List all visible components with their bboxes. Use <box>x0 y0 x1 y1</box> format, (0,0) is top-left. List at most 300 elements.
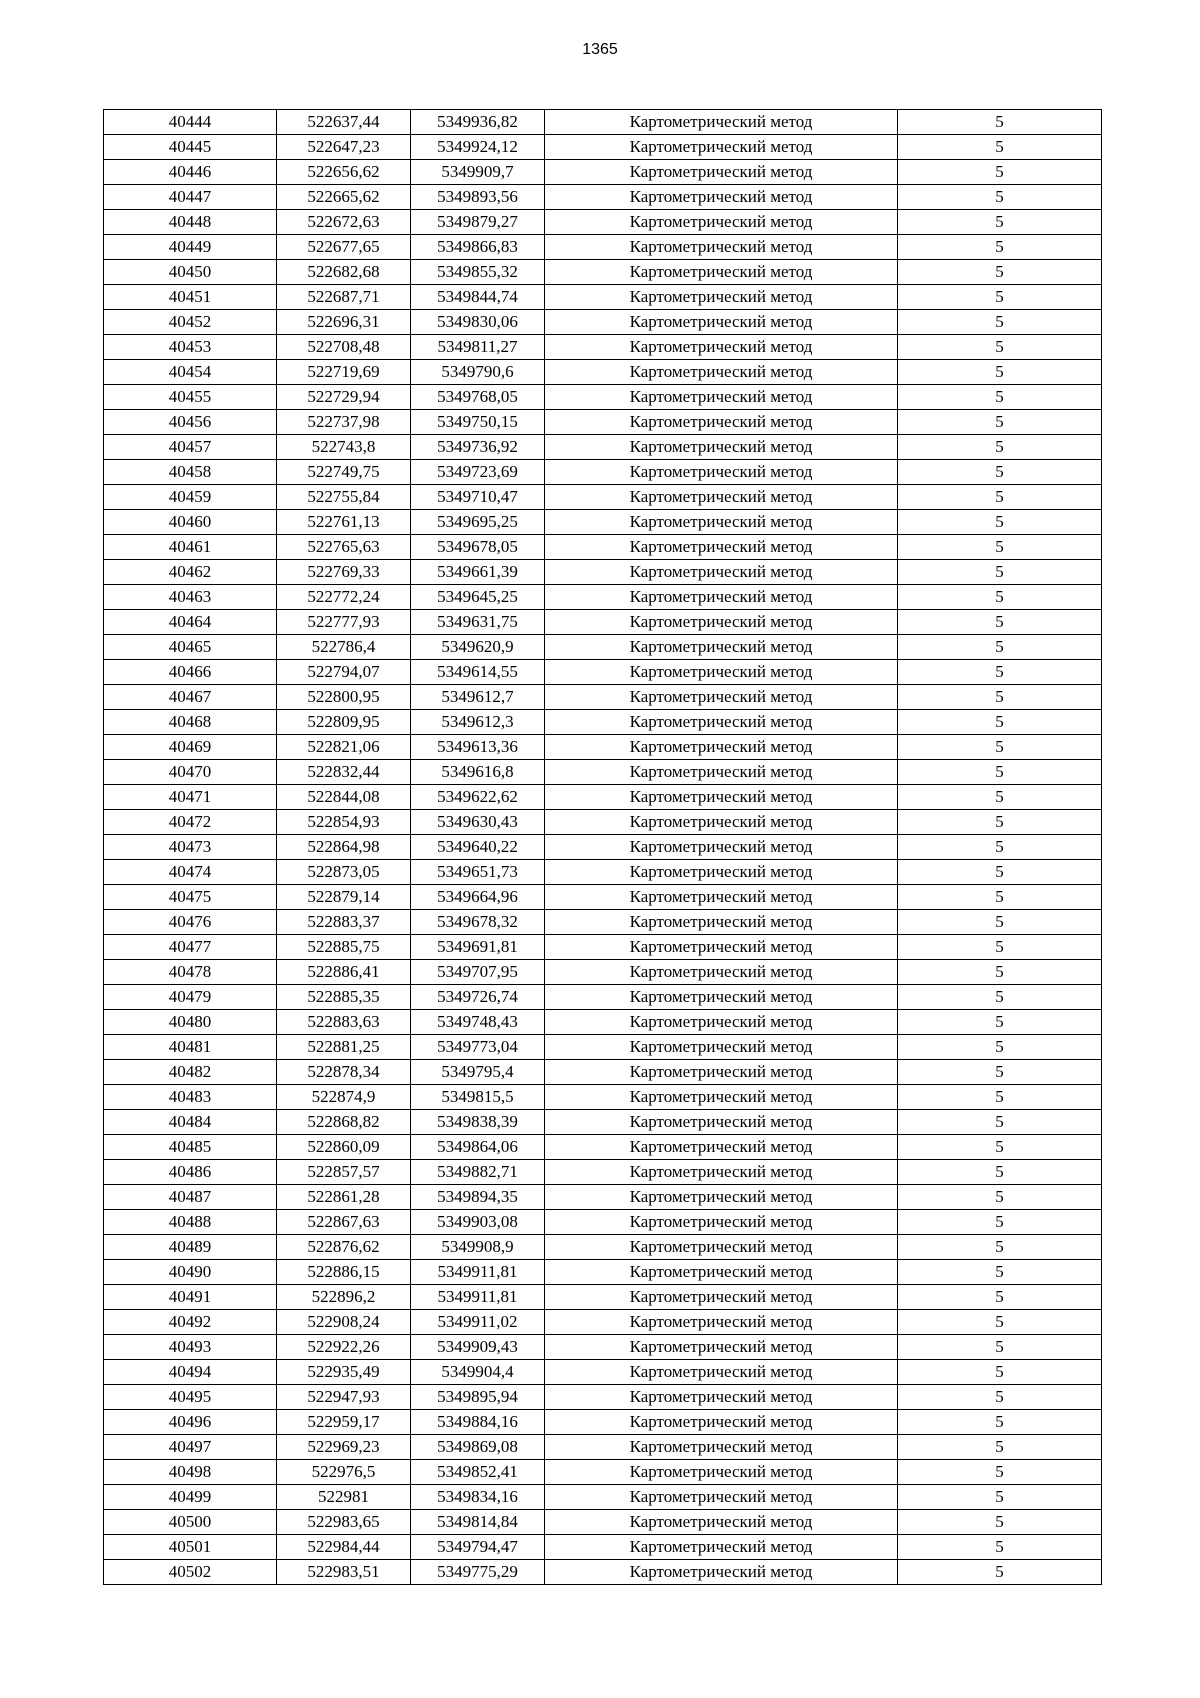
x-coordinate-cell: 522708,48 <box>277 335 411 360</box>
y-coordinate-cell: 5349911,81 <box>411 1260 545 1285</box>
x-coordinate-cell: 522874,9 <box>277 1085 411 1110</box>
point-number-cell: 40455 <box>104 385 277 410</box>
x-coordinate-cell: 522922,26 <box>277 1335 411 1360</box>
method-cell: Картометрический метод <box>545 535 898 560</box>
y-coordinate-cell: 5349707,95 <box>411 960 545 985</box>
y-coordinate-cell: 5349612,7 <box>411 685 545 710</box>
x-coordinate-cell: 522677,65 <box>277 235 411 260</box>
x-coordinate-cell: 522765,63 <box>277 535 411 560</box>
accuracy-cell: 5 <box>898 1085 1102 1110</box>
method-cell: Картометрический метод <box>545 260 898 285</box>
y-coordinate-cell: 5349612,3 <box>411 710 545 735</box>
table-row <box>104 1460 1102 1485</box>
accuracy-cell: 5 <box>898 510 1102 535</box>
y-coordinate-cell: 5349678,32 <box>411 910 545 935</box>
point-number-cell: 40483 <box>104 1085 277 1110</box>
x-coordinate-cell: 522729,94 <box>277 385 411 410</box>
method-cell: Картометрический метод <box>545 1285 898 1310</box>
y-coordinate-cell: 5349661,39 <box>411 560 545 585</box>
table-row <box>104 485 1102 510</box>
point-number-cell: 40495 <box>104 1385 277 1410</box>
table-row <box>104 685 1102 710</box>
y-coordinate-cell: 5349852,41 <box>411 1460 545 1485</box>
accuracy-cell: 5 <box>898 1185 1102 1210</box>
table-row <box>104 1160 1102 1185</box>
accuracy-cell: 5 <box>898 535 1102 560</box>
table-row <box>104 410 1102 435</box>
point-number-cell: 40491 <box>104 1285 277 1310</box>
point-number-cell: 40445 <box>104 135 277 160</box>
table-row <box>104 1335 1102 1360</box>
accuracy-cell: 5 <box>898 135 1102 160</box>
method-cell: Картометрический метод <box>545 710 898 735</box>
point-number-cell: 40489 <box>104 1235 277 1260</box>
method-cell: Картометрический метод <box>545 1160 898 1185</box>
method-cell: Картометрический метод <box>545 1310 898 1335</box>
accuracy-cell: 5 <box>898 1235 1102 1260</box>
table-row <box>104 535 1102 560</box>
point-number-cell: 40482 <box>104 1060 277 1085</box>
x-coordinate-cell: 522832,44 <box>277 760 411 785</box>
table-row <box>104 1535 1102 1560</box>
point-number-cell: 40464 <box>104 610 277 635</box>
point-number-cell: 40446 <box>104 160 277 185</box>
table-row <box>104 1510 1102 1535</box>
table-row <box>104 1410 1102 1435</box>
method-cell: Картометрический метод <box>545 1260 898 1285</box>
table-row <box>104 160 1102 185</box>
accuracy-cell: 5 <box>898 310 1102 335</box>
accuracy-cell: 5 <box>898 760 1102 785</box>
x-coordinate-cell: 522886,41 <box>277 960 411 985</box>
table-row <box>104 1485 1102 1510</box>
x-coordinate-cell: 522976,5 <box>277 1460 411 1485</box>
method-cell: Картометрический метод <box>545 735 898 760</box>
accuracy-cell: 5 <box>898 1335 1102 1360</box>
point-number-cell: 40468 <box>104 710 277 735</box>
table-row <box>104 335 1102 360</box>
y-coordinate-cell: 5349640,22 <box>411 835 545 860</box>
accuracy-cell: 5 <box>898 210 1102 235</box>
x-coordinate-cell: 522794,07 <box>277 660 411 685</box>
accuracy-cell: 5 <box>898 1210 1102 1235</box>
coordinates-table <box>103 109 1102 1585</box>
method-cell: Картометрический метод <box>545 310 898 335</box>
point-number-cell: 40470 <box>104 760 277 785</box>
x-coordinate-cell: 522772,24 <box>277 585 411 610</box>
method-cell: Картометрический метод <box>545 985 898 1010</box>
y-coordinate-cell: 5349866,83 <box>411 235 545 260</box>
y-coordinate-cell: 5349614,55 <box>411 660 545 685</box>
method-cell: Картометрический метод <box>545 835 898 860</box>
x-coordinate-cell: 522821,06 <box>277 735 411 760</box>
x-coordinate-cell: 522873,05 <box>277 860 411 885</box>
table-row <box>104 985 1102 1010</box>
accuracy-cell: 5 <box>898 160 1102 185</box>
y-coordinate-cell: 5349773,04 <box>411 1035 545 1060</box>
accuracy-cell: 5 <box>898 810 1102 835</box>
table-row <box>104 1210 1102 1235</box>
method-cell: Картометрический метод <box>545 1560 898 1585</box>
x-coordinate-cell: 522885,35 <box>277 985 411 1010</box>
x-coordinate-cell: 522719,69 <box>277 360 411 385</box>
table-row <box>104 210 1102 235</box>
method-cell: Картометрический метод <box>545 585 898 610</box>
accuracy-cell: 5 <box>898 1035 1102 1060</box>
method-cell: Картометрический метод <box>545 160 898 185</box>
y-coordinate-cell: 5349904,4 <box>411 1360 545 1385</box>
y-coordinate-cell: 5349811,27 <box>411 335 545 360</box>
method-cell: Картометрический метод <box>545 1335 898 1360</box>
y-coordinate-cell: 5349790,6 <box>411 360 545 385</box>
accuracy-cell: 5 <box>898 585 1102 610</box>
point-number-cell: 40467 <box>104 685 277 710</box>
method-cell: Картометрический метод <box>545 760 898 785</box>
method-cell: Картометрический метод <box>545 960 898 985</box>
y-coordinate-cell: 5349936,82 <box>411 110 545 135</box>
point-number-cell: 40456 <box>104 410 277 435</box>
accuracy-cell: 5 <box>898 1560 1102 1585</box>
point-number-cell: 40451 <box>104 285 277 310</box>
method-cell: Картометрический метод <box>545 1460 898 1485</box>
table-row <box>104 310 1102 335</box>
method-cell: Картометрический метод <box>545 335 898 360</box>
accuracy-cell: 5 <box>898 285 1102 310</box>
point-number-cell: 40448 <box>104 210 277 235</box>
y-coordinate-cell: 5349622,62 <box>411 785 545 810</box>
point-number-cell: 40474 <box>104 860 277 885</box>
y-coordinate-cell: 5349864,06 <box>411 1135 545 1160</box>
method-cell: Картометрический метод <box>545 885 898 910</box>
y-coordinate-cell: 5349726,74 <box>411 985 545 1010</box>
point-number-cell: 40496 <box>104 1410 277 1435</box>
x-coordinate-cell: 522743,8 <box>277 435 411 460</box>
table-row <box>104 1435 1102 1460</box>
method-cell: Картометрический метод <box>545 285 898 310</box>
y-coordinate-cell: 5349795,4 <box>411 1060 545 1085</box>
point-number-cell: 40444 <box>104 110 277 135</box>
point-number-cell: 40447 <box>104 185 277 210</box>
x-coordinate-cell: 522861,28 <box>277 1185 411 1210</box>
method-cell: Картометрический метод <box>545 435 898 460</box>
point-number-cell: 40454 <box>104 360 277 385</box>
y-coordinate-cell: 5349630,43 <box>411 810 545 835</box>
accuracy-cell: 5 <box>898 935 1102 960</box>
y-coordinate-cell: 5349695,25 <box>411 510 545 535</box>
point-number-cell: 40462 <box>104 560 277 585</box>
point-number-cell: 40494 <box>104 1360 277 1385</box>
y-coordinate-cell: 5349844,74 <box>411 285 545 310</box>
accuracy-cell: 5 <box>898 485 1102 510</box>
point-number-cell: 40473 <box>104 835 277 860</box>
table-row <box>104 1010 1102 1035</box>
table-row <box>104 1285 1102 1310</box>
y-coordinate-cell: 5349893,56 <box>411 185 545 210</box>
x-coordinate-cell: 522687,71 <box>277 285 411 310</box>
point-number-cell: 40478 <box>104 960 277 985</box>
table-row <box>104 110 1102 135</box>
accuracy-cell: 5 <box>898 335 1102 360</box>
method-cell: Картометрический метод <box>545 1360 898 1385</box>
table-row <box>104 760 1102 785</box>
x-coordinate-cell: 522800,95 <box>277 685 411 710</box>
x-coordinate-cell: 522876,62 <box>277 1235 411 1260</box>
method-cell: Картометрический метод <box>545 785 898 810</box>
accuracy-cell: 5 <box>898 1385 1102 1410</box>
table-row <box>104 135 1102 160</box>
x-coordinate-cell: 522983,51 <box>277 1560 411 1585</box>
accuracy-cell: 5 <box>898 1510 1102 1535</box>
y-coordinate-cell: 5349894,35 <box>411 1185 545 1210</box>
x-coordinate-cell: 522777,93 <box>277 610 411 635</box>
point-number-cell: 40481 <box>104 1035 277 1060</box>
accuracy-cell: 5 <box>898 835 1102 860</box>
x-coordinate-cell: 522809,95 <box>277 710 411 735</box>
y-coordinate-cell: 5349855,32 <box>411 260 545 285</box>
y-coordinate-cell: 5349909,43 <box>411 1335 545 1360</box>
point-number-cell: 40472 <box>104 810 277 835</box>
x-coordinate-cell: 522844,08 <box>277 785 411 810</box>
point-number-cell: 40460 <box>104 510 277 535</box>
point-number-cell: 40487 <box>104 1185 277 1210</box>
point-number-cell: 40493 <box>104 1335 277 1360</box>
point-number-cell: 40476 <box>104 910 277 935</box>
y-coordinate-cell: 5349620,9 <box>411 635 545 660</box>
x-coordinate-cell: 522665,62 <box>277 185 411 210</box>
table-row <box>104 660 1102 685</box>
point-number-cell: 40500 <box>104 1510 277 1535</box>
y-coordinate-cell: 5349911,02 <box>411 1310 545 1335</box>
table-row <box>104 710 1102 735</box>
table-row <box>104 835 1102 860</box>
accuracy-cell: 5 <box>898 785 1102 810</box>
accuracy-cell: 5 <box>898 1135 1102 1160</box>
x-coordinate-cell: 522969,23 <box>277 1435 411 1460</box>
point-number-cell: 40480 <box>104 1010 277 1035</box>
x-coordinate-cell: 522755,84 <box>277 485 411 510</box>
table-row <box>104 885 1102 910</box>
accuracy-cell: 5 <box>898 860 1102 885</box>
x-coordinate-cell: 522947,93 <box>277 1385 411 1410</box>
method-cell: Картометрический метод <box>545 560 898 585</box>
x-coordinate-cell: 522883,37 <box>277 910 411 935</box>
x-coordinate-cell: 522786,4 <box>277 635 411 660</box>
y-coordinate-cell: 5349723,69 <box>411 460 545 485</box>
x-coordinate-cell: 522867,63 <box>277 1210 411 1235</box>
y-coordinate-cell: 5349814,84 <box>411 1510 545 1535</box>
method-cell: Картометрический метод <box>545 235 898 260</box>
table-row <box>104 735 1102 760</box>
y-coordinate-cell: 5349895,94 <box>411 1385 545 1410</box>
y-coordinate-cell: 5349869,08 <box>411 1435 545 1460</box>
y-coordinate-cell: 5349631,75 <box>411 610 545 635</box>
point-number-cell: 40501 <box>104 1535 277 1560</box>
coordinates-table-body <box>104 110 1102 1585</box>
method-cell: Картометрический метод <box>545 1510 898 1535</box>
point-number-cell: 40458 <box>104 460 277 485</box>
point-number-cell: 40469 <box>104 735 277 760</box>
x-coordinate-cell: 522761,13 <box>277 510 411 535</box>
point-number-cell: 40499 <box>104 1485 277 1510</box>
accuracy-cell: 5 <box>898 960 1102 985</box>
method-cell: Картометрический метод <box>545 360 898 385</box>
method-cell: Картометрический метод <box>545 1485 898 1510</box>
table-row <box>104 810 1102 835</box>
x-coordinate-cell: 522737,98 <box>277 410 411 435</box>
accuracy-cell: 5 <box>898 1285 1102 1310</box>
table-row <box>104 1060 1102 1085</box>
x-coordinate-cell: 522881,25 <box>277 1035 411 1060</box>
y-coordinate-cell: 5349651,73 <box>411 860 545 885</box>
y-coordinate-cell: 5349691,81 <box>411 935 545 960</box>
table-row <box>104 1035 1102 1060</box>
point-number-cell: 40492 <box>104 1310 277 1335</box>
point-number-cell: 40485 <box>104 1135 277 1160</box>
x-coordinate-cell: 522886,15 <box>277 1260 411 1285</box>
table-row <box>104 585 1102 610</box>
point-number-cell: 40465 <box>104 635 277 660</box>
method-cell: Картометрический метод <box>545 185 898 210</box>
point-number-cell: 40502 <box>104 1560 277 1585</box>
y-coordinate-cell: 5349645,25 <box>411 585 545 610</box>
y-coordinate-cell: 5349710,47 <box>411 485 545 510</box>
x-coordinate-cell: 522682,68 <box>277 260 411 285</box>
table-row <box>104 1110 1102 1135</box>
method-cell: Картометрический метод <box>545 860 898 885</box>
method-cell: Картометрический метод <box>545 910 898 935</box>
point-number-cell: 40471 <box>104 785 277 810</box>
x-coordinate-cell: 522908,24 <box>277 1310 411 1335</box>
table-row <box>104 1235 1102 1260</box>
y-coordinate-cell: 5349884,16 <box>411 1410 545 1435</box>
table-row <box>104 260 1102 285</box>
method-cell: Картометрический метод <box>545 1235 898 1260</box>
method-cell: Картометрический метод <box>545 1035 898 1060</box>
y-coordinate-cell: 5349768,05 <box>411 385 545 410</box>
accuracy-cell: 5 <box>898 435 1102 460</box>
table-row <box>104 785 1102 810</box>
method-cell: Картометрический метод <box>545 410 898 435</box>
method-cell: Картометрический метод <box>545 110 898 135</box>
method-cell: Картометрический метод <box>545 460 898 485</box>
accuracy-cell: 5 <box>898 1485 1102 1510</box>
table-row <box>104 1385 1102 1410</box>
accuracy-cell: 5 <box>898 635 1102 660</box>
page-number: 1365 <box>582 41 618 58</box>
x-coordinate-cell: 522959,17 <box>277 1410 411 1435</box>
method-cell: Картометрический метод <box>545 1010 898 1035</box>
y-coordinate-cell: 5349830,06 <box>411 310 545 335</box>
method-cell: Картометрический метод <box>545 660 898 685</box>
accuracy-cell: 5 <box>898 110 1102 135</box>
point-number-cell: 40466 <box>104 660 277 685</box>
accuracy-cell: 5 <box>898 1160 1102 1185</box>
accuracy-cell: 5 <box>898 1010 1102 1035</box>
y-coordinate-cell: 5349794,47 <box>411 1535 545 1560</box>
y-coordinate-cell: 5349815,5 <box>411 1085 545 1110</box>
method-cell: Картометрический метод <box>545 1185 898 1210</box>
x-coordinate-cell: 522935,49 <box>277 1360 411 1385</box>
y-coordinate-cell: 5349750,15 <box>411 410 545 435</box>
table-row <box>104 1310 1102 1335</box>
x-coordinate-cell: 522883,63 <box>277 1010 411 1035</box>
accuracy-cell: 5 <box>898 1460 1102 1485</box>
x-coordinate-cell: 522896,2 <box>277 1285 411 1310</box>
y-coordinate-cell: 5349613,36 <box>411 735 545 760</box>
accuracy-cell: 5 <box>898 260 1102 285</box>
accuracy-cell: 5 <box>898 985 1102 1010</box>
method-cell: Картометрический метод <box>545 485 898 510</box>
x-coordinate-cell: 522656,62 <box>277 160 411 185</box>
x-coordinate-cell: 522868,82 <box>277 1110 411 1135</box>
x-coordinate-cell: 522879,14 <box>277 885 411 910</box>
table-row <box>104 360 1102 385</box>
y-coordinate-cell: 5349909,7 <box>411 160 545 185</box>
x-coordinate-cell: 522637,44 <box>277 110 411 135</box>
y-coordinate-cell: 5349748,43 <box>411 1010 545 1035</box>
x-coordinate-cell: 522857,57 <box>277 1160 411 1185</box>
point-number-cell: 40488 <box>104 1210 277 1235</box>
table-row <box>104 935 1102 960</box>
table-row <box>104 910 1102 935</box>
table-row <box>104 1085 1102 1110</box>
x-coordinate-cell: 522769,33 <box>277 560 411 585</box>
accuracy-cell: 5 <box>898 410 1102 435</box>
y-coordinate-cell: 5349838,39 <box>411 1110 545 1135</box>
accuracy-cell: 5 <box>898 885 1102 910</box>
y-coordinate-cell: 5349678,05 <box>411 535 545 560</box>
point-number-cell: 40475 <box>104 885 277 910</box>
accuracy-cell: 5 <box>898 1310 1102 1335</box>
y-coordinate-cell: 5349736,92 <box>411 435 545 460</box>
y-coordinate-cell: 5349911,81 <box>411 1285 545 1310</box>
method-cell: Картометрический метод <box>545 385 898 410</box>
method-cell: Картометрический метод <box>545 1535 898 1560</box>
method-cell: Картометрический метод <box>545 1060 898 1085</box>
method-cell: Картометрический метод <box>545 1110 898 1135</box>
table-row <box>104 185 1102 210</box>
point-number-cell: 40479 <box>104 985 277 1010</box>
table-row <box>104 1260 1102 1285</box>
accuracy-cell: 5 <box>898 1410 1102 1435</box>
point-number-cell: 40497 <box>104 1435 277 1460</box>
point-number-cell: 40490 <box>104 1260 277 1285</box>
table-row <box>104 285 1102 310</box>
y-coordinate-cell: 5349834,16 <box>411 1485 545 1510</box>
accuracy-cell: 5 <box>898 235 1102 260</box>
accuracy-cell: 5 <box>898 610 1102 635</box>
x-coordinate-cell: 522878,34 <box>277 1060 411 1085</box>
x-coordinate-cell: 522749,75 <box>277 460 411 485</box>
method-cell: Картометрический метод <box>545 1210 898 1235</box>
accuracy-cell: 5 <box>898 685 1102 710</box>
method-cell: Картометрический метод <box>545 1410 898 1435</box>
accuracy-cell: 5 <box>898 560 1102 585</box>
accuracy-cell: 5 <box>898 385 1102 410</box>
point-number-cell: 40459 <box>104 485 277 510</box>
table-row <box>104 610 1102 635</box>
y-coordinate-cell: 5349664,96 <box>411 885 545 910</box>
table-row <box>104 385 1102 410</box>
y-coordinate-cell: 5349882,71 <box>411 1160 545 1185</box>
accuracy-cell: 5 <box>898 660 1102 685</box>
method-cell: Картометрический метод <box>545 935 898 960</box>
table-row <box>104 1360 1102 1385</box>
accuracy-cell: 5 <box>898 360 1102 385</box>
accuracy-cell: 5 <box>898 735 1102 760</box>
method-cell: Картометрический метод <box>545 1135 898 1160</box>
y-coordinate-cell: 5349775,29 <box>411 1560 545 1585</box>
